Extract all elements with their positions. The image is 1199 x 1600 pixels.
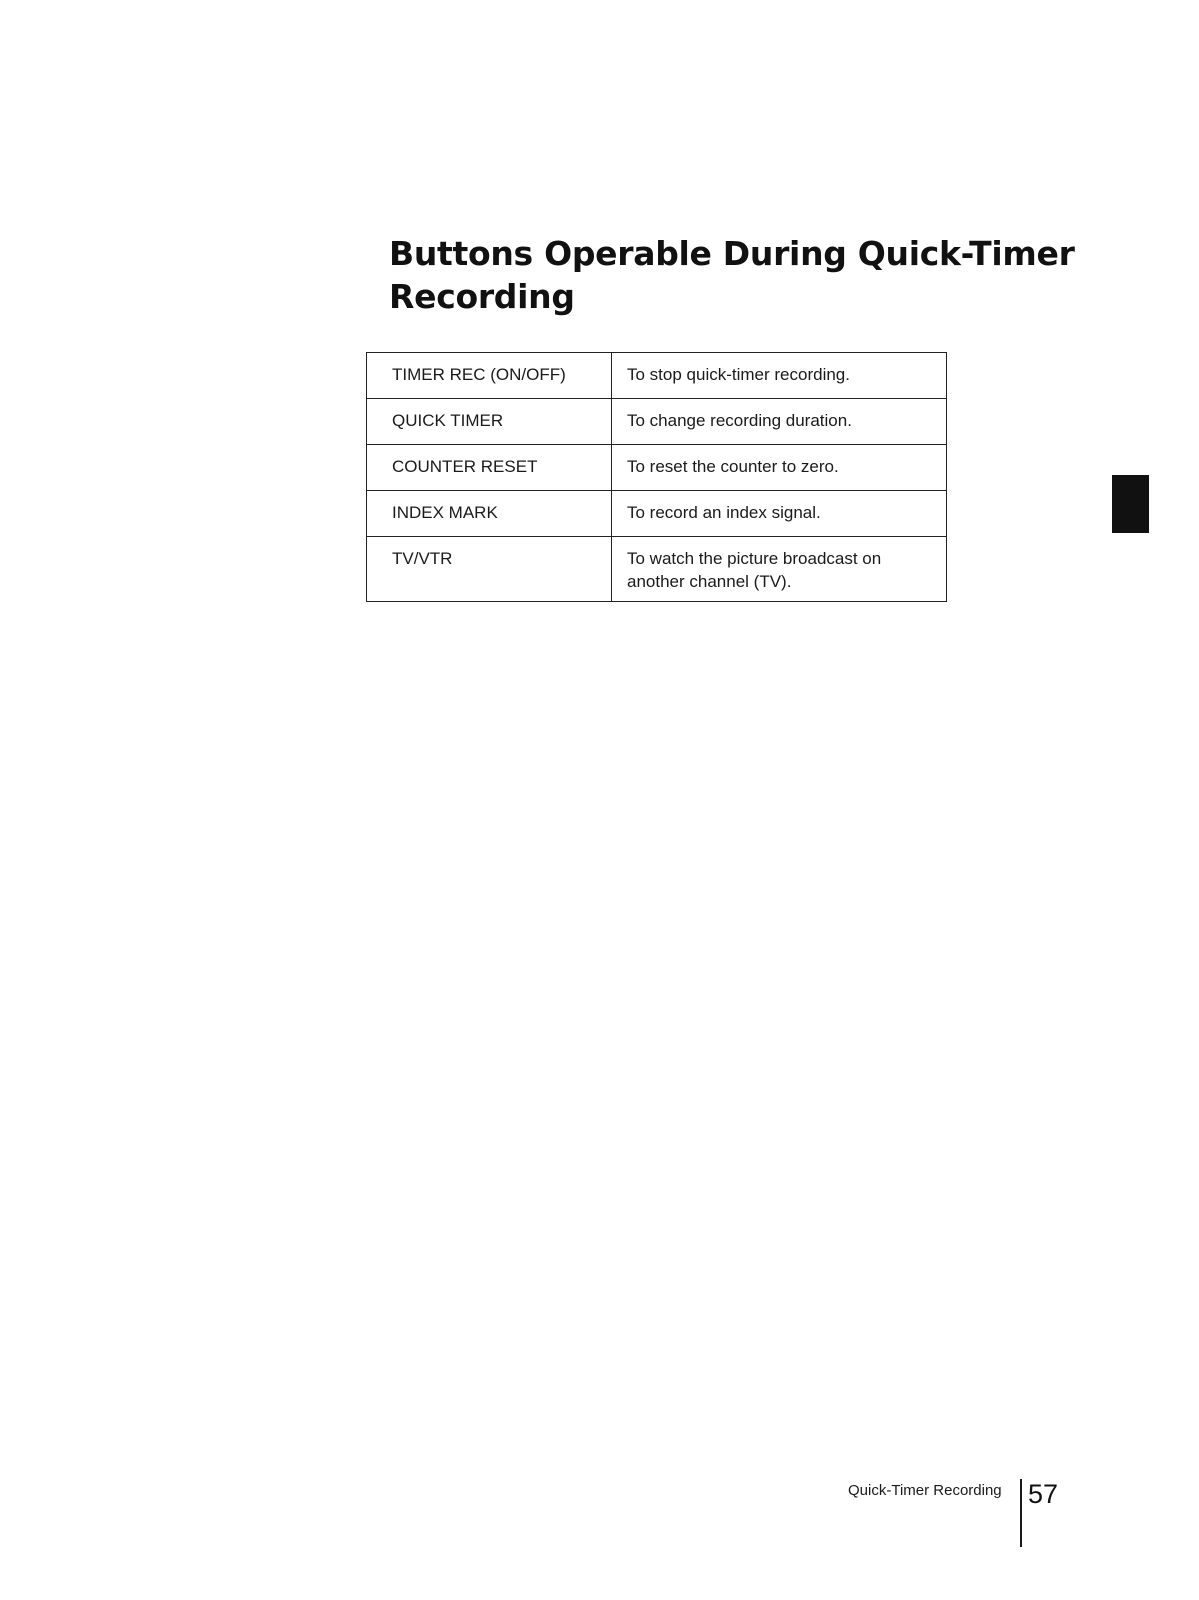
section-tab-marker bbox=[1112, 475, 1149, 533]
page-title: Buttons Operable During Quick-Timer Recording bbox=[389, 234, 1075, 316]
footer-divider bbox=[1020, 1479, 1022, 1547]
button-description-cell: To change recording duration. bbox=[612, 399, 947, 445]
table-row bbox=[367, 399, 947, 445]
button-name-cell: COUNTER RESET bbox=[367, 445, 612, 491]
page-number: 57 bbox=[1028, 1479, 1059, 1509]
button-name-cell: INDEX MARK bbox=[367, 491, 612, 537]
button-name-cell: QUICK TIMER bbox=[367, 399, 612, 445]
table-row bbox=[367, 537, 947, 602]
button-description-cell: To stop quick-timer recording. bbox=[612, 353, 947, 399]
table-row bbox=[367, 445, 947, 491]
table-row bbox=[367, 353, 947, 399]
footer-section-label: Quick-Timer Recording bbox=[848, 1482, 1002, 1499]
table-row bbox=[367, 491, 947, 537]
buttons-table bbox=[366, 352, 947, 602]
button-description-cell: To record an index signal. bbox=[612, 491, 947, 537]
button-name-cell: TV/VTR bbox=[367, 537, 612, 602]
button-name-cell: TIMER REC (ON/OFF) bbox=[367, 353, 612, 399]
button-description-cell: To reset the counter to zero. bbox=[612, 445, 947, 491]
button-description-cell: To watch the picture broadcast on another channel (TV). bbox=[612, 537, 947, 602]
